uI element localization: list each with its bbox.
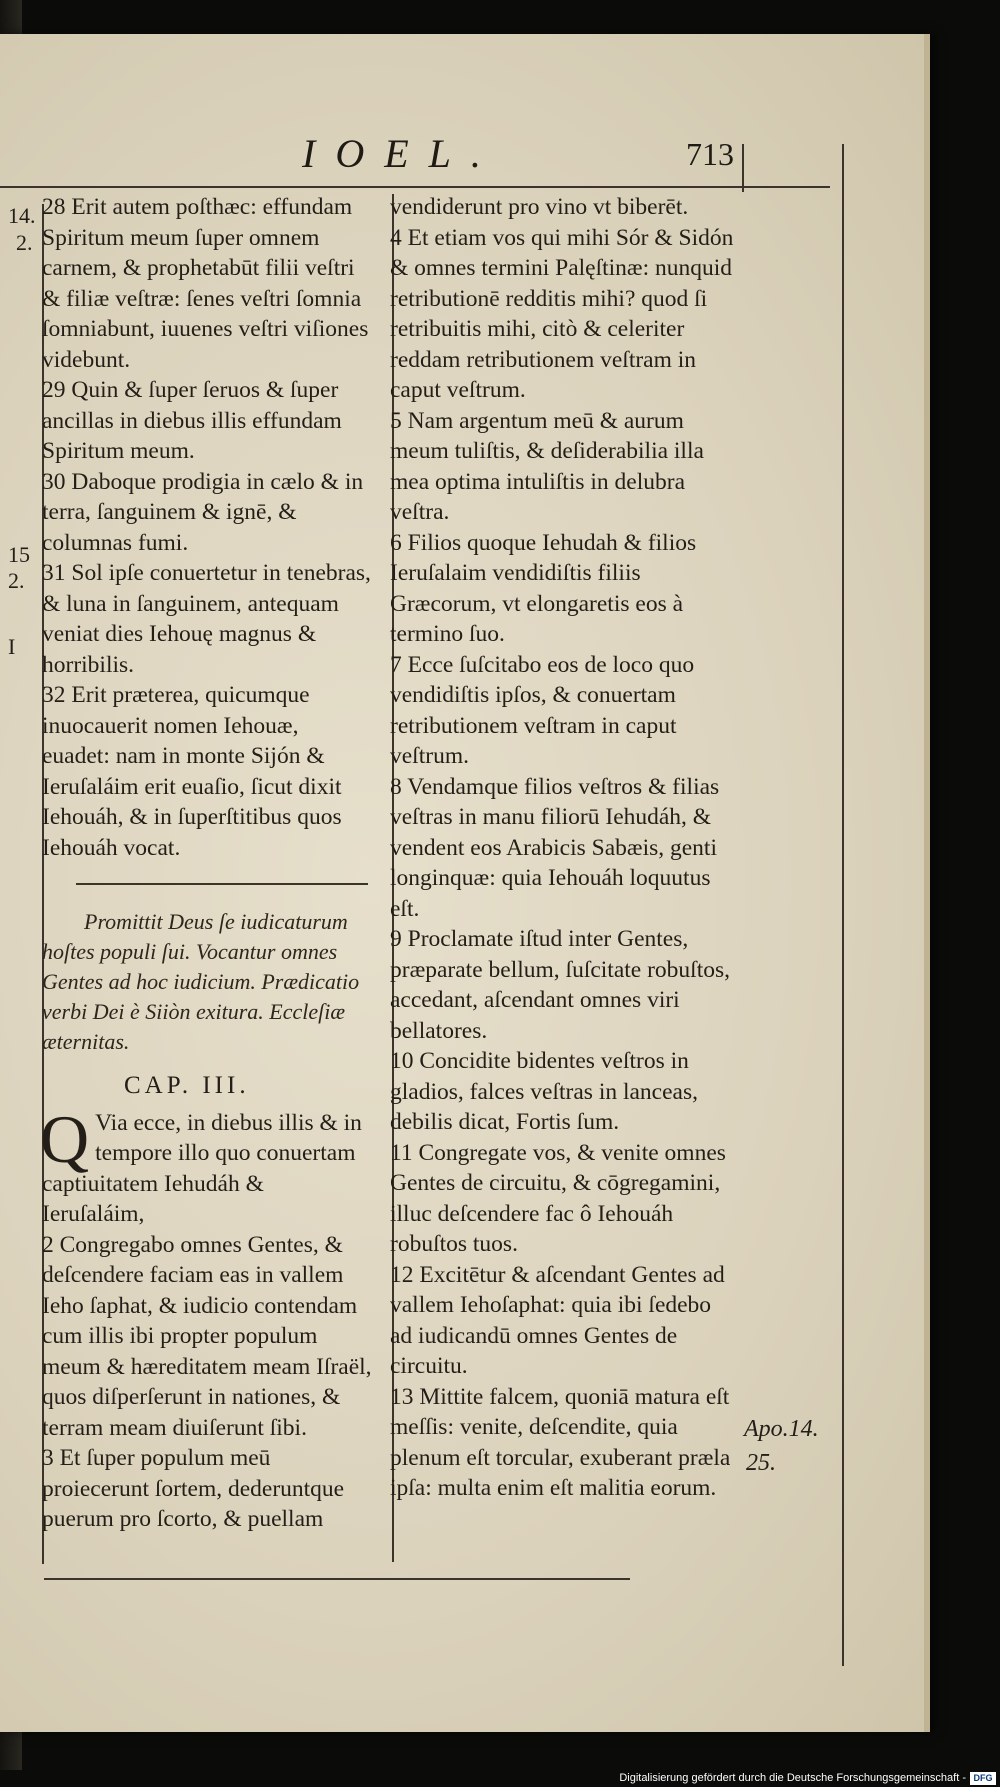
chapter-heading: CAP. III. (124, 1072, 250, 1099)
margin-note-reference: 25. (746, 1450, 776, 1476)
header-rule (0, 186, 830, 188)
verse: 12 Excitētur & aſcendant Gentes ad vallem Iehoſaphat: quia ibi ſedebo ad iudicandū omnes Gentes de circuitu. (390, 1261, 725, 1379)
verse-text: Via ecce, in diebus illis & in tempore illo quo conuertam captiuitatem Iehudáh & Ieruſaláim, (42, 1109, 362, 1227)
verse: 29 Quin & ſuper ſeruos & ſuper ancillas in diebus illis effundam Spiritum meum. (42, 377, 342, 464)
verse: 9 Proclamate iſtud inter Gentes, præparate bellum, ſuſcitate robuſtos, accedant, aſcendant omnes viri bellatores. (390, 926, 731, 1044)
verse-first (40, 1100, 372, 1230)
header-tick (742, 144, 744, 192)
verse: 11 Congregate vos, & venite omnes Gentes de circuitu, & cōgregamini, illuc deſcendere fac ô Iehouáh robuſtos tuos. (390, 1139, 726, 1257)
verse: 5 Nam argentum meū & aurum meum tuliſtis, & deſiderabilia illa mea optima intuliſtis in delubra veſtra. (390, 407, 704, 525)
verse: 6 Filios quoque Iehudah & filios Ieruſalaim vendidiſtis filiis Græcorum, vt elongaretis eos à termino ſuo. (390, 529, 697, 647)
verse: 30 Daboque prodigia in cælo & in terra, ſanguinem & ignē, & columnas fumi. (42, 468, 364, 556)
funding-credit: Digitalisierung gefördert durch die Deutsche Forschungsgemeinschaft - (619, 1772, 966, 1784)
verse: 28 Erit autem poſthæc: effundam Spiritum meum ſuper omnem carnem, & prophetabūt filii veſtri & filiæ veſtræ: ſenes veſtri ſomnia ſomniabunt, iuuenes veſtri viſiones videbunt. (42, 194, 369, 373)
dfg-logo: DFG (970, 1772, 996, 1785)
margin-note: 14. (8, 203, 36, 228)
section-rule (76, 883, 368, 885)
right-margin-rule (842, 144, 844, 1666)
verse: 10 Concidite bidentes veſtros in gladios, falces veſtras in lanceas, debilis dicat, Fortis ſum. (390, 1048, 698, 1135)
running-head (0, 96, 924, 176)
book-title: IOEL. (302, 131, 501, 176)
left-column (42, 192, 372, 1535)
verse: 31 Sol ipſe conuertetur in tenebras, & luna in ſanguinem, antequam veniat dies Iehouę magnus & horribilis. (42, 560, 371, 678)
verse: 4 Et etiam vos qui mihi Sór & Sidón & omnes termini Palęſtinæ: nunquid retributionē redditis mihi? quod ſi retribuitis mihi, citò & celeriter reddam retributionem veſtram in caput veſtrum. (390, 224, 734, 403)
right-column (390, 192, 735, 1504)
drop-cap: Q (40, 1100, 90, 1177)
book-page (0, 34, 930, 1732)
chapter-summary: Promittit Deus ſe iudicaturum hoſtes populi ſui. Vocantur omnes Gentes ad hoc iudicium. Prædicatio verbi Dei è Siiòn exitura. Eccleſiæ æternitas. (42, 909, 360, 1054)
margin-note: I (8, 634, 16, 659)
verse: 3 Et ſuper populum meū proiecerunt ſortem, dederuntque puerum pro ſcorto, & puellam (42, 1445, 345, 1532)
margin-note: 15 (8, 542, 30, 567)
verse: 8 Vendamque filios veſtros & filias veſtras in manu filiorū Iehudáh, & vendent eos Arabicis Sabæis, genti longinquæ: quia Iehouáh loquutus eſt. (390, 773, 720, 922)
margin-note-reference: Apo.14. (744, 1416, 819, 1442)
bottom-rule (44, 1578, 630, 1580)
verse: 13 Mittite falcem, quoniā matura eſt meſſis: venite, deſcendite, quia plenum eſt torcular, exuberant præla ipſa: multa enim eſt malitia eorum. (390, 1383, 731, 1501)
page-number: 713 (686, 136, 734, 172)
verse: 7 Ecce ſuſcitabo eos de loco quo vendidiſtis ipſos, & conuertam retributionem veſtram in caput veſtrum. (390, 651, 695, 769)
margin-note: 2. (8, 568, 25, 593)
margin-note: 2. (16, 230, 33, 255)
verse: 32 Erit præterea, quicumque inuocauerit nomen Iehouæ, euadet: nam in monte Sijón & Ieruſaláim erit euaſio, ſicut dixit Iehouáh, & in ſuperſtitibus quos Iehouáh vocat. (42, 682, 342, 861)
verse: vendiderunt pro vino vt biberēt. (390, 194, 689, 220)
verse: 2 Congregabo omnes Gentes, & deſcendere faciam eas in vallem Ieho ſaphat, & iudicio contendam cum illis ibi propter populum meum & hæreditatem meam Iſraël, quos diſperſerunt in nationes, & terram meam diuiſerunt ſibi. (42, 1231, 372, 1441)
